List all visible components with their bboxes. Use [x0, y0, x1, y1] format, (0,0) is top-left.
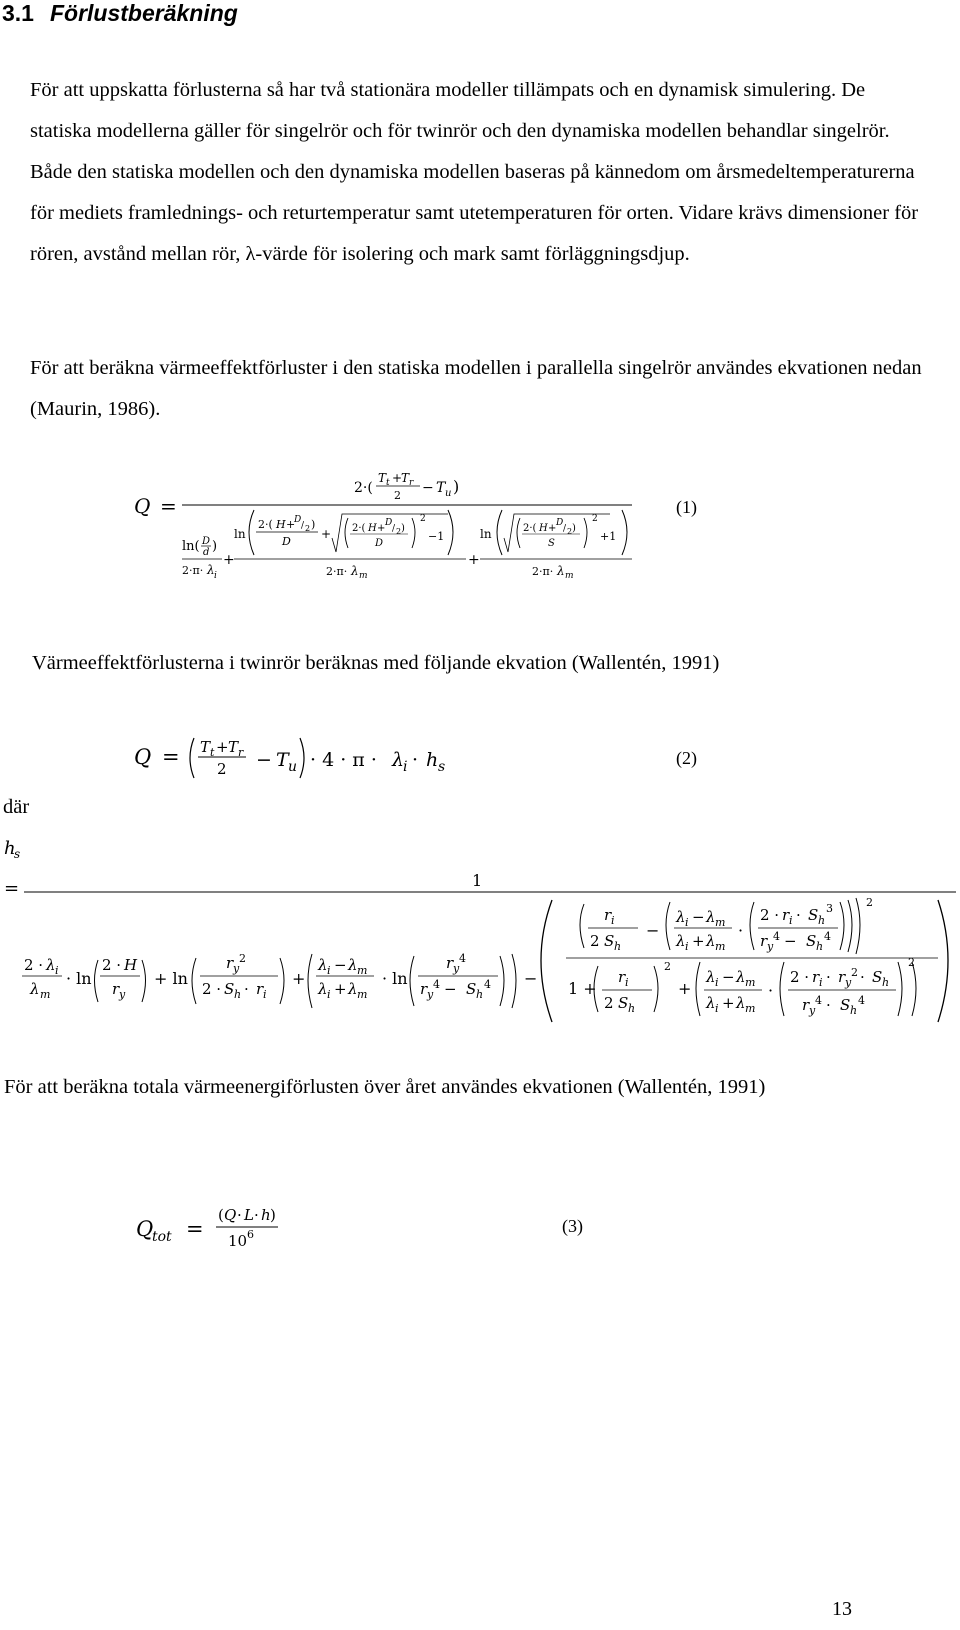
- equation-2-number: (2): [676, 748, 697, 768]
- svg-text:+: +: [468, 552, 480, 568]
- svg-text:4: 4: [824, 930, 831, 943]
- svg-text:−1: −1: [428, 530, 445, 543]
- svg-text:−: −: [444, 980, 457, 998]
- svg-text:T: T: [378, 471, 387, 485]
- svg-text:+: +: [334, 980, 347, 998]
- svg-text:y: y: [233, 962, 240, 975]
- equation-1: [130, 460, 650, 595]
- svg-text:+: +: [722, 994, 735, 1012]
- svg-text:): ): [572, 523, 576, 534]
- svg-text:λ: λ: [318, 956, 328, 974]
- svg-text:/: /: [392, 524, 396, 534]
- svg-text:): ): [212, 539, 218, 554]
- svg-text:h: h: [476, 988, 484, 1001]
- svg-text:D: D: [294, 515, 302, 525]
- svg-text:i: i: [715, 1002, 719, 1015]
- svg-text:+: +: [216, 738, 229, 756]
- svg-text:λ: λ: [676, 908, 686, 926]
- svg-text:3: 3: [826, 902, 833, 915]
- svg-text:i: i: [715, 976, 719, 989]
- svg-text:S: S: [840, 996, 851, 1014]
- svg-text:T: T: [228, 738, 239, 756]
- svg-text:h: h: [628, 1002, 636, 1015]
- svg-text:−: −: [784, 932, 797, 950]
- svg-text:λ: λ: [392, 749, 405, 771]
- svg-text:λ: λ: [706, 968, 716, 986]
- svg-text:λ: λ: [736, 994, 746, 1012]
- svg-text:2: 2: [217, 760, 227, 778]
- svg-text:2 ·: 2 ·: [790, 968, 810, 986]
- svg-text:r: r: [604, 906, 612, 924]
- equation-1-number: (1): [676, 497, 697, 517]
- svg-text:T: T: [200, 738, 211, 756]
- svg-text:+: +: [286, 518, 296, 531]
- svg-text:2·π·: 2·π·: [182, 564, 204, 577]
- svg-text:D: D: [385, 518, 393, 528]
- equation-hs: [0, 830, 960, 1035]
- svg-text:i: i: [55, 964, 59, 977]
- svg-text:i: i: [327, 964, 331, 977]
- svg-text:·: ·: [244, 980, 249, 998]
- svg-text:): ): [401, 523, 405, 534]
- svg-text:i: i: [685, 916, 689, 929]
- svg-text:6: 6: [247, 1228, 254, 1241]
- svg-text:· ln: · ln: [66, 969, 92, 988]
- paragraph-eq1-intro: För att beräkna värmeeffektförluster i den statiska modellen i parallella singelrör användes ekvationen nedan (Maurin, 1986).: [30, 357, 922, 420]
- svg-text:m: m: [565, 571, 574, 581]
- svg-text:−: −: [334, 956, 347, 974]
- svg-text:2: 2: [239, 952, 246, 965]
- svg-text:y: y: [809, 1004, 816, 1017]
- svg-text:+: +: [292, 969, 306, 988]
- svg-text:t: t: [386, 478, 390, 488]
- dar-label: där: [3, 796, 30, 818]
- svg-text:·: ·: [237, 1206, 242, 1224]
- svg-text:r: r: [782, 906, 790, 924]
- svg-text:2: 2: [664, 960, 671, 973]
- svg-text:4: 4: [459, 952, 466, 965]
- svg-text:−: −: [256, 749, 272, 771]
- svg-text:=: =: [186, 1217, 204, 1241]
- svg-text:·: ·: [796, 906, 801, 924]
- svg-text:h: h: [850, 1004, 858, 1017]
- svg-text:10: 10: [228, 1232, 248, 1250]
- svg-text:+: +: [223, 552, 235, 568]
- svg-text:S: S: [618, 994, 629, 1012]
- svg-text:+: +: [321, 527, 332, 541]
- svg-text:λ: λ: [706, 908, 716, 926]
- svg-text:S: S: [224, 980, 235, 998]
- svg-text:r: r: [446, 954, 454, 972]
- equation-2: [130, 726, 490, 791]
- svg-text:λ: λ: [318, 980, 328, 998]
- svg-text:s: s: [438, 759, 446, 775]
- svg-text:H: H: [124, 956, 138, 974]
- svg-text:2·π·: 2·π·: [532, 565, 554, 578]
- svg-text:2·(: 2·(: [354, 480, 373, 496]
- svg-text:·: ·: [860, 968, 865, 986]
- svg-text:2·(: 2·(: [258, 518, 273, 531]
- svg-text:−: −: [692, 908, 705, 926]
- svg-text:): ): [270, 1206, 276, 1224]
- svg-text:2 ·: 2 ·: [24, 956, 44, 974]
- svg-text:+ ln: + ln: [154, 969, 188, 988]
- svg-text:2: 2: [305, 524, 311, 533]
- svg-text:y: y: [767, 940, 774, 953]
- svg-text:i: i: [263, 988, 267, 1001]
- svg-text:i: i: [789, 914, 793, 927]
- svg-text:m: m: [359, 571, 368, 581]
- svg-text:4: 4: [858, 994, 865, 1007]
- svg-text:T: T: [276, 749, 289, 771]
- svg-text:2 ·: 2 ·: [202, 980, 222, 998]
- svg-text:2: 2: [420, 514, 426, 524]
- svg-text:=: =: [160, 494, 177, 518]
- svg-text:2·π·: 2·π·: [326, 565, 348, 578]
- svg-text:−: −: [422, 480, 434, 496]
- svg-text:u: u: [288, 759, 298, 775]
- svg-text:H: H: [276, 518, 286, 531]
- svg-text:r: r: [256, 980, 264, 998]
- svg-text:λ: λ: [736, 968, 746, 986]
- svg-text:2: 2: [908, 956, 915, 969]
- svg-text:4: 4: [815, 994, 822, 1007]
- svg-text:ln: ln: [480, 527, 492, 541]
- svg-text:y: y: [845, 976, 852, 989]
- svg-text:4: 4: [433, 978, 440, 991]
- svg-text:(: (: [218, 1206, 224, 1224]
- equation-3-number: (3): [562, 1216, 583, 1236]
- svg-text:m: m: [357, 988, 368, 1001]
- svg-text:Q: Q: [134, 494, 151, 518]
- svg-text:1: 1: [472, 871, 483, 890]
- svg-text:1 +: 1 +: [568, 979, 597, 998]
- equation-3: [132, 1200, 292, 1265]
- svg-text:=: =: [4, 878, 20, 899]
- page-number: 13: [832, 1598, 852, 1620]
- svg-text:4: 4: [773, 930, 780, 943]
- paragraph-eq2-intro: Värmeeffektförlusterna i twinrör beräknas med följande ekvation (Wallentén, 1991): [32, 652, 720, 674]
- svg-text:· ln: · ln: [382, 969, 408, 988]
- svg-text:λ: λ: [557, 564, 565, 578]
- svg-text:+: +: [678, 979, 692, 998]
- section-heading: [2, 0, 238, 27]
- svg-text:y: y: [427, 988, 434, 1001]
- svg-text:h: h: [426, 749, 439, 771]
- svg-text:D: D: [375, 538, 384, 549]
- svg-text:Q: Q: [134, 745, 152, 769]
- svg-text:r: r: [618, 968, 626, 986]
- svg-text:m: m: [357, 964, 368, 977]
- svg-text:+: +: [548, 523, 557, 534]
- svg-text:λ: λ: [676, 932, 686, 950]
- svg-text:h: h: [882, 976, 890, 989]
- svg-text:λ: λ: [348, 980, 358, 998]
- svg-text:λ: λ: [30, 980, 40, 998]
- svg-text:r: r: [802, 996, 810, 1014]
- svg-text:λ: λ: [706, 932, 716, 950]
- svg-text:i: i: [819, 976, 823, 989]
- svg-text:2: 2: [394, 489, 401, 502]
- svg-text:i: i: [611, 914, 615, 927]
- svg-text:/: /: [563, 524, 567, 534]
- svg-text:2: 2: [396, 527, 402, 536]
- svg-text:L: L: [244, 1206, 254, 1224]
- svg-text:·: ·: [738, 921, 744, 940]
- svg-text:λ: λ: [706, 994, 716, 1012]
- svg-text:· 4 · π ·: · 4 · π ·: [310, 749, 377, 771]
- svg-text:i: i: [327, 988, 331, 1001]
- svg-text:+1: +1: [600, 530, 617, 543]
- svg-text:r: r: [760, 932, 768, 950]
- svg-text:S: S: [806, 932, 817, 950]
- svg-text:m: m: [745, 1002, 756, 1015]
- svg-text:r: r: [812, 968, 820, 986]
- svg-text:Q: Q: [224, 1206, 237, 1224]
- svg-text:T: T: [436, 480, 446, 496]
- svg-text:y: y: [453, 962, 460, 975]
- svg-text:s: s: [14, 847, 21, 861]
- svg-text:λ: λ: [351, 564, 359, 578]
- svg-text:r: r: [226, 954, 234, 972]
- svg-text:λ: λ: [348, 956, 358, 974]
- svg-text:2 ·: 2 ·: [102, 956, 122, 974]
- svg-text:4: 4: [484, 978, 491, 991]
- svg-text:): ): [453, 477, 460, 496]
- paragraph-intro: För att uppskatta förlusterna så har två stationära modeller tillämpats och en dynamisk simulering. De statiska modellerna gäller för singelrör och för twinrör och den dynamiska modellen behandlar singelrör. Både den statiska modellen och den dynamiska modellen baseras på kännedom om årsmedeltemperaturerna för mediets framlednings- och returtemperatur samt utetemperaturen för orten. Vidare krävs dimensioner för rören, avstånd mellan rör, λ-värde för isolering och mark samt förläggningsdjup.: [30, 79, 919, 265]
- svg-text:r: r: [420, 980, 428, 998]
- svg-text:m: m: [745, 976, 756, 989]
- svg-text:2: 2: [866, 896, 873, 909]
- svg-text:·: ·: [412, 749, 419, 771]
- svg-text:2·(: 2·(: [523, 523, 537, 534]
- svg-text:+: +: [692, 932, 705, 950]
- svg-text:i: i: [403, 759, 408, 775]
- svg-text:2 ·: 2 ·: [760, 906, 780, 924]
- section-number: 3.1: [2, 0, 34, 26]
- svg-text:2: 2: [567, 527, 573, 536]
- svg-text:−: −: [524, 969, 538, 988]
- svg-text:y: y: [119, 988, 126, 1001]
- svg-text:h: h: [816, 940, 824, 953]
- svg-text:−: −: [722, 968, 735, 986]
- svg-text:2: 2: [590, 932, 600, 950]
- svg-text:D: D: [282, 535, 291, 548]
- svg-text:t: t: [210, 746, 215, 759]
- svg-text:2: 2: [604, 994, 614, 1012]
- svg-text:h: h: [818, 914, 826, 927]
- svg-text:r: r: [112, 980, 120, 998]
- svg-text:+: +: [377, 523, 386, 534]
- svg-text:=: =: [162, 745, 180, 769]
- svg-text:tot: tot: [152, 1229, 172, 1245]
- svg-text:S: S: [548, 538, 555, 549]
- svg-text:u: u: [445, 488, 452, 499]
- svg-text:H: H: [368, 523, 377, 534]
- svg-text:h: h: [4, 838, 16, 859]
- svg-text:2·(: 2·(: [352, 523, 366, 534]
- svg-text:S: S: [466, 980, 477, 998]
- svg-text:λ: λ: [207, 563, 215, 577]
- svg-text:r: r: [238, 746, 244, 759]
- svg-text:h: h: [614, 940, 622, 953]
- svg-text:·: ·: [826, 968, 831, 986]
- svg-text:i: i: [685, 940, 689, 953]
- svg-text:m: m: [715, 940, 726, 953]
- svg-text:ln(: ln(: [182, 539, 200, 554]
- svg-text:h: h: [261, 1206, 271, 1224]
- paragraph-eq3-intro: För att beräkna totala värmeenergiförlusten över året användes ekvationen (Wallentén, 1991): [4, 1076, 766, 1098]
- svg-text:2: 2: [851, 966, 858, 979]
- svg-text:λ: λ: [46, 956, 56, 974]
- svg-text:ln: ln: [234, 527, 246, 541]
- svg-text:S: S: [872, 968, 883, 986]
- svg-text:i: i: [214, 571, 217, 581]
- svg-text:−: −: [646, 921, 660, 940]
- svg-text:·: ·: [768, 981, 774, 1000]
- svg-text:Q: Q: [136, 1217, 154, 1241]
- svg-text:D: D: [202, 536, 211, 547]
- svg-text:·: ·: [826, 996, 831, 1014]
- svg-text:m: m: [715, 916, 726, 929]
- svg-text:r: r: [409, 478, 414, 488]
- svg-text:h: h: [234, 988, 242, 1001]
- svg-text:/: /: [301, 521, 305, 531]
- svg-text:T: T: [401, 471, 410, 485]
- svg-text:·: ·: [254, 1206, 259, 1224]
- svg-text:r: r: [838, 968, 846, 986]
- svg-text:H: H: [539, 523, 548, 534]
- svg-text:S: S: [808, 906, 819, 924]
- svg-text:i: i: [625, 976, 629, 989]
- svg-text:D: D: [556, 518, 564, 528]
- svg-text:2: 2: [592, 514, 598, 524]
- section-title: Förlustberäkning: [49, 0, 238, 26]
- svg-text:+: +: [392, 471, 403, 485]
- svg-text:d: d: [203, 547, 210, 558]
- svg-text:S: S: [604, 932, 615, 950]
- svg-text:): ): [311, 518, 316, 531]
- svg-text:m: m: [40, 988, 51, 1001]
